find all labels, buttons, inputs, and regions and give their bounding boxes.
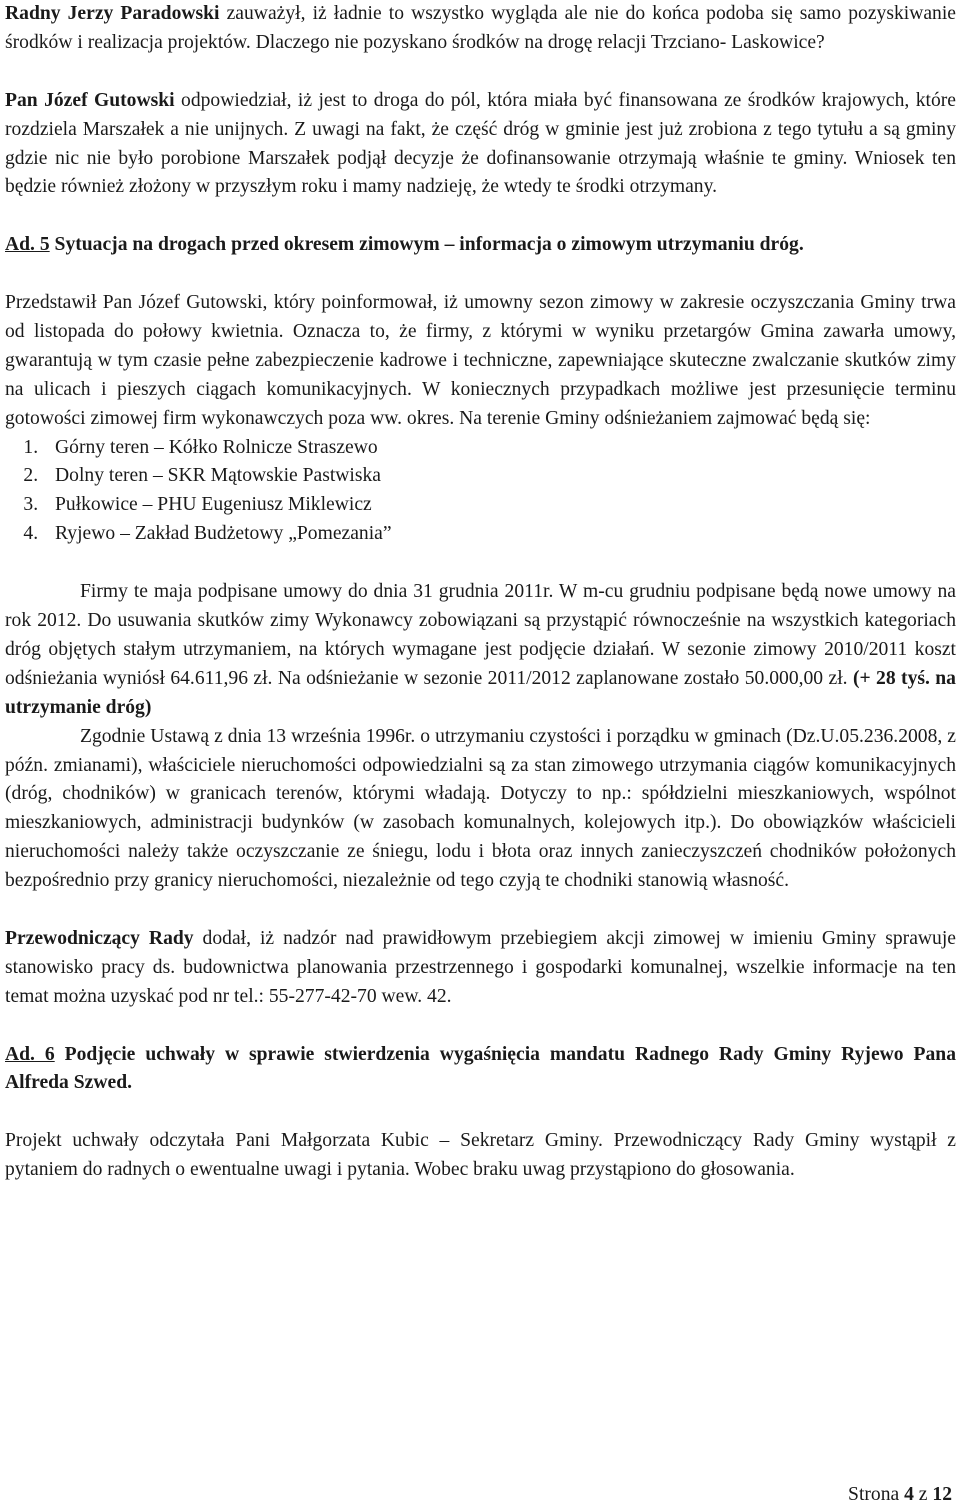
- list-item: 3. Pułkowice – PHU Eugeniusz Miklewicz: [43, 491, 956, 520]
- agenda-item-number: Ad. 6: [5, 1043, 55, 1065]
- agenda-item-number: Ad. 5: [5, 234, 50, 256]
- list-item: 2. Dolny teren – SKR Mątowskie Pastwiska: [43, 462, 956, 491]
- paragraph-text: odpowiedział, iż jest to droga do pól, która miała być finansowana ze środków krajowych, które rozdziela Marszałek a nie unijnych. Z uwagi na fakt, że część dróg w gminie jest już zrobiona z tego tytułu a są gminy gdzie nic nie było porobione Marszałek podjął decyzje że dofinansowanie otrzymają właśnie te gminy. Wniosek ten będzie również złożony w przyszłym roku i mamy nadzieję, że wtedy te środki otrzymany.: [5, 89, 957, 198]
- paragraph-resolution: Projekt uchwały odczytała Pani Małgorzata Kubic – Sekretarz Gminy. Przewodniczący Rady Gminy wystąpił z pytaniem do radnych o ewentualne uwagi i pytania. Wobec braku uwag przystąpiono do głosowania.: [5, 1130, 956, 1181]
- paragraph-winter-season: Przedstawił Pan Józef Gutowski, który poinformował, iż umowny sezon zimowy w zakresie oczyszczania Gminy trwa od listopada do połowy kwietnia. Oznacza to, że firmy, z którymi w wyniku przetargów Gmina zawarła umowy, gwarantują w tym czasie pełne zabezpieczenie kadrowe i techniczne, zapewniające skuteczne zwalczanie skutków zimy na ulicach i pieszych ciągach komunikacyjnych. W koniecznych przypadkach możliwe jest przesunięcie terminu gotowości zimowej firm wykonawczych poza ww. okres. Na terenie Gminy odśnieżaniem zajmować będą się:: [5, 292, 956, 429]
- speaker-name: Pan Józef Gutowski: [5, 89, 175, 111]
- snow-removal-list: [5, 434, 956, 550]
- page-number: [848, 1483, 952, 1507]
- paragraph-owners-duties: Zgodnie Ustawą z dnia 13 września 1996r. o utrzymaniu czystości i porządku w gminach (Dz.U.05.236.2008, z późn. zmianami), właściciele nieruchomości odpowiedzialni są za stan zimowego utrzymania ciągów komunikacyjnych (dróg, chodników) w granicach terenów, którymi władają. Dotyczy to np.: spółdzielni mieszkaniowych, wspólnot mieszkaniowych, administracji budynków (w zasobach komunalnych, kolejowych itp.). Do obowiązków właścicieli nieruchomości należy także oczyszczanie ze śniegu, lodu i błota oraz innych zanieczyszczeń chodników położonych bezpośrednio przy granicy nieruchomości, niezależnie od tego czyją te chodniki stanowią własność.: [5, 725, 956, 892]
- page-separator: z: [913, 1484, 933, 1505]
- paragraph-text: zauważył, iż ładnie to wszystko wygląda ale nie do końca podoba się samo pozyskiwanie środków i realizacja projektów. Dlaczego nie pozyskano środków na drogę relacji Trzciano- Laskowice?: [5, 3, 956, 53]
- list-item: 1. Górny teren – Kółko Rolnicze Straszewo: [43, 434, 956, 463]
- agenda-item-title: Sytuacja na drogach przed okresem zimowym – informacja o zimowym utrzymaniu dróg.: [49, 234, 804, 256]
- page-label: Strona: [848, 1484, 905, 1505]
- paragraph-gutowski-answer: [5, 87, 956, 203]
- paragraph-contracts: [5, 578, 956, 723]
- current-page: 4: [904, 1484, 914, 1505]
- paragraph-text: Firmy te maja podpisane umowy do dnia 31 grudnia 2011r. W m-cu grudniu podpisane będą nowe umowy na rok 2012. Do usuwania skutków zimy Wykonawcy zobowiązani są przystąpić równocześnie na wszystkich kategoriach dróg objętych stałym utrzymaniem, na których wymagane jest podjęcie działań. W sezonie zimowy 2010/2011 koszt odśnieżania wyniósł 64.611,96 zł. Na odśnieżanie w sezonie 2011/2012 zaplanowane zostało 50.000,00 zł.: [5, 581, 956, 689]
- agenda-item-5-heading: [5, 231, 956, 260]
- speaker-name: Przewodniczący Rady: [5, 927, 194, 949]
- list-item: 4. Ryjewo – Zakład Budżetowy „Pomezania”: [43, 520, 956, 549]
- total-pages: 12: [932, 1484, 952, 1505]
- paragraph-chairman: [5, 925, 956, 1012]
- paragraph-paradowski: [5, 0, 956, 58]
- paragraph-text: dodał, iż nadzór nad prawidłowym przebiegiem akcji zimowej w imieniu Gminy sprawuje stanowisko pracy ds. budownictwa planowania przestrzennego i gospodarki komunalnej, wszelkie informacje na ten temat można uzyskać pod nr tel.: 55-277-42-70 wew. 42.: [5, 927, 956, 1007]
- agenda-item-6-heading: [5, 1041, 956, 1099]
- bold-note: (+ 28 tyś. na utrzymanie dróg): [5, 667, 956, 718]
- agenda-item-title: Podjęcie uchwały w sprawie stwierdzenia wygaśnięcia mandatu Radnego Rady Gminy Ryjewo Pana Alfreda Szwed.: [5, 1043, 956, 1094]
- speaker-name: Radny Jerzy Paradowski: [5, 3, 220, 24]
